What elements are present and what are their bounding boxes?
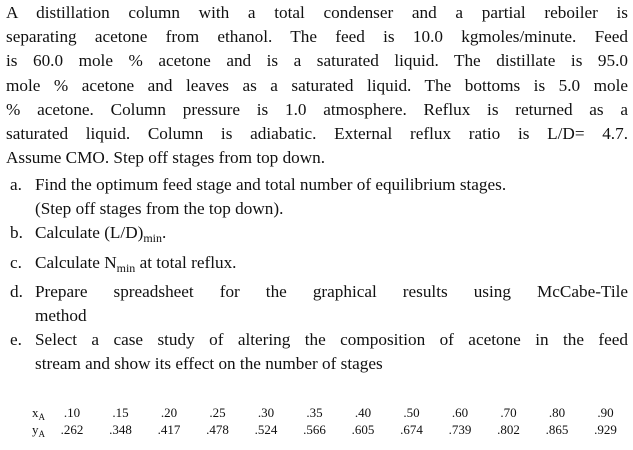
intro-line: saturated liquid. Column is adiabatic. External reflux ratio is L/D= 4.7. [6,124,628,144]
x-value-cell: .35 [306,405,323,420]
item-marker: d. [10,281,23,301]
x-value-cell: .50 [403,405,420,420]
intro-line: separating acetone from ethanol. The feed is 10.0 kgmoles/minute. Feed [6,27,628,47]
y-label: $y_A$ [32,422,45,439]
item-text: Calculate $(L/D)_{min}$. [35,223,167,246]
x-label: $x_A$ [32,405,45,422]
item-text-cont: stream and show its effect on the number of stages [35,354,383,374]
x-value-cell: .10 [63,405,81,420]
item-text-cont: (Step off stages from the top down). [35,199,284,219]
y-value-cell: .674 [400,422,423,437]
x-value-cell: .70 [500,405,517,420]
x-value-cell: .60 [451,405,469,420]
x-value-cell: .30 [257,405,275,420]
y-value-cell: .417 [157,422,181,437]
item-marker: a. [10,175,22,194]
x-value-cell: .80 [548,405,566,420]
x-value-cell: .25 [209,405,226,420]
y-value-cell: .524 [254,422,278,437]
y-value-cell: .865 [545,422,569,437]
intro-line: mole % acetone and leaves as a saturated liquid. The bottoms is 5.0 mole [6,75,628,95]
item-text: Prepare spreadsheet for the graphical results using McCabe-Tile [35,281,628,301]
y-value-cell: .262 [60,422,84,437]
item-text: Calculate $N_{min}$ at total reflux. [35,252,237,275]
intro-line: Assume CMO. Step off stages from top down. [6,148,326,168]
item-text-cont: method [35,306,87,326]
task-item-a [10,173,628,221]
item-marker: c. [10,252,22,272]
subscript: min [116,260,136,275]
task-item-b [10,221,628,250]
y-value-cell: .739 [448,422,472,437]
y-value-cell: .605 [351,422,375,437]
task-list [10,173,628,377]
problem-statement [6,1,628,170]
item-marker: e. [10,330,22,350]
task-item-e [10,328,628,376]
item-marker: b. [10,223,23,243]
intro-line: is 60.0 mole % acetone and is a saturated liquid. The distillate is 95.0 [6,51,628,71]
x-value-cell: .20 [160,405,178,420]
intro-line: % acetone. Column pressure is 1.0 atmosphere. Reflux is returned as a [6,99,628,119]
item-text: Select a case study of altering the composition of acetone in the feed [35,330,628,350]
y-value-cell: .802 [497,422,520,437]
y-value-cell: .348 [109,422,132,437]
x-value-cell: .90 [597,405,614,420]
intro-line: A distillation column with a total condenser and a partial reboiler is [6,3,628,22]
y-value-cell: .566 [303,422,326,437]
y-value-cell: .478 [206,422,229,437]
x-value-cell: .40 [354,405,372,420]
task-item-d [10,280,628,328]
task-item-c [10,251,628,280]
x-value-cell: .15 [112,405,129,420]
subscript: min [143,231,163,246]
y-value-cell: .929 [594,422,617,437]
item-text: Find the optimum feed stage and total number of equilibrium stages. [35,175,507,194]
